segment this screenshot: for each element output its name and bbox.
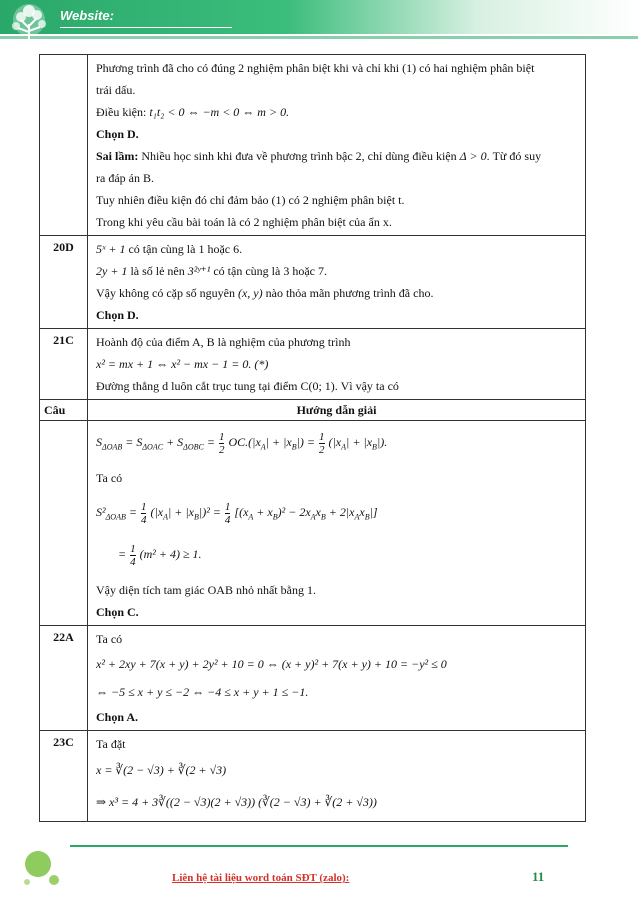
footer-rule [70, 845, 568, 847]
math-part: | + |x [167, 505, 195, 519]
question-number-cell: 23C [40, 731, 88, 822]
math-part: + 2|x [325, 505, 355, 519]
text-line: trái dấu. [96, 83, 136, 97]
denominator: 4 [130, 555, 136, 568]
answer-label: Chọn A. [96, 710, 139, 724]
text-line: Vậy diện tích tam giác OAB nhỏ nhất bằng 1. [96, 583, 316, 597]
table-row [40, 329, 586, 400]
math-part: [(x [234, 505, 249, 519]
text-line [96, 238, 577, 260]
math-formula: x² + 2xy + 7(x + y) + 2y² + 10 = 0 ⇔ (x + y)² + 7(x + y) + 10 = −y² ≤ 0 [96, 657, 447, 671]
math-part: | + |x [265, 435, 292, 449]
math-part: |)² = [198, 505, 221, 519]
table-row [40, 421, 586, 626]
text-span: là số lẻ nên [130, 264, 185, 278]
math-part: |). [376, 435, 388, 449]
table-row [40, 55, 586, 236]
math-part: x [315, 505, 321, 519]
page-number: 11 [532, 869, 545, 884]
math-sub: A [341, 442, 347, 452]
math-formula: Δ > 0 [459, 149, 487, 163]
question-number-cell: 22A [40, 626, 88, 731]
math-formula: 2y + 1 [96, 264, 128, 278]
math-sub: ΔOAC [142, 442, 164, 452]
denominator: 2 [319, 443, 325, 456]
numerator: 1 [130, 542, 136, 555]
math-formula: ⇔ −5 ≤ x + y ≤ −2 ⇔ −4 ≤ x + y + 1 ≤ −1. [96, 685, 309, 699]
math-part: + x [253, 505, 273, 519]
text-line: Trong khi yêu cầu bài toán là có 2 nghiệm phân biệt của ẩn x. [96, 215, 392, 229]
question-number-cell [40, 421, 88, 626]
text-line [96, 260, 577, 282]
solution-cell [88, 626, 586, 731]
math-part: OC.(|x [228, 435, 261, 449]
solution-cell [88, 731, 586, 822]
math-part: |] [369, 505, 378, 519]
math-sub: ΔOBC [183, 442, 204, 452]
text-span: . Từ đó suy [486, 149, 542, 163]
math-part: = [206, 435, 215, 449]
math-part: (|x [328, 435, 342, 449]
numerator: 1 [224, 500, 231, 513]
text-line: Phương trình đã cho có đúng 2 nghiệm phân biệt khi và chỉ khi (1) có hai nghiệm phân biệt [96, 61, 535, 75]
math-formula [96, 423, 577, 461]
table-row [40, 731, 586, 822]
math-sub: ΔOAB [105, 512, 126, 522]
math-formula [96, 535, 577, 573]
website-underline [60, 27, 232, 28]
math-part: + S [166, 435, 184, 449]
solution-cell [88, 421, 586, 626]
text-span: Vậy không có cặp số nguyên [96, 286, 235, 300]
question-number-cell: 20D [40, 236, 88, 329]
math-sub: A [248, 512, 254, 522]
math-sub: B [194, 512, 199, 522]
header-question: Câu [40, 400, 88, 421]
header-solution: Hướng dẫn giải [88, 400, 586, 421]
fraction [219, 431, 225, 456]
numerator: 1 [218, 430, 225, 443]
text-line [96, 101, 577, 123]
math-sub: B [320, 512, 326, 522]
table-row [40, 236, 586, 329]
math-part: (m² + 4) ≥ 1. [139, 547, 202, 561]
text-span: nào thỏa mãn phương trình đã cho. [265, 286, 434, 300]
text-line: Ta có [96, 632, 123, 646]
math-sub: A [260, 442, 266, 452]
solution-cell [88, 236, 586, 329]
math-formula: 5ˣ + 1 [96, 242, 126, 256]
math-part: |) = [296, 435, 315, 449]
math-formula: 3²ʸ⁺¹ [187, 264, 211, 278]
math-formula: x² = mx + 1 ⇔ x² − mx − 1 = 0. (*) [96, 357, 269, 371]
math-formula: t₁t₂ < 0 ⇔ −m < 0 ⇔ m > 0. [149, 105, 290, 119]
page-header [0, 0, 638, 48]
tree-logo-icon [4, 2, 54, 44]
numerator: 1 [319, 430, 325, 443]
fraction [319, 431, 325, 456]
website-label: Website: [60, 8, 114, 23]
numerator: 1 [140, 500, 147, 513]
question-number-cell: 21C [40, 329, 88, 400]
fraction [130, 543, 136, 568]
math-part: = [118, 547, 127, 561]
solution-cell [88, 329, 586, 400]
text-span: có tận cùng là 3 hoặc 7. [213, 264, 327, 278]
text-span: Điều kiện: [96, 105, 147, 119]
math-sub: B [291, 442, 297, 452]
math-sub: A [163, 512, 168, 522]
text-line: Tuy nhiên điều kiện đó chỉ đảm bảo (1) có 2 nghiệm phân biệt t. [96, 193, 405, 207]
solutions-table [39, 54, 586, 822]
text-line: Hoành độ của điểm A, B là nghiệm của phương trình [96, 335, 351, 349]
fraction [225, 501, 231, 526]
mistake-label: Sai lầm: [96, 149, 139, 163]
math-sub: A [310, 512, 316, 522]
decorative-circles-icon [18, 842, 78, 892]
math-sub: ΔOAB [102, 442, 123, 452]
math-part: = [128, 505, 137, 519]
text-span: có tận cùng là 1 hoặc 6. [128, 242, 243, 256]
text-span: Nhiều học sinh khi đưa về phương trình bậc 2, chỉ dùng điều kiện [141, 149, 457, 163]
math-formula: ⇒ x³ = 4 + 3∛((2 − √3)(2 + √3)) (∛(2 − √3) + ∛(2 + √3)) [96, 795, 377, 809]
footer-contact: Liên hệ tài liệu word toán SĐT (zalo): [172, 872, 350, 884]
math-sub: B [364, 512, 370, 522]
question-number-cell [40, 55, 88, 236]
table-header-row [40, 400, 586, 421]
math-part: = S [125, 435, 143, 449]
math-part: (|x [150, 505, 164, 519]
math-part: x [359, 505, 365, 519]
answer-label: Chọn D. [96, 308, 139, 322]
math-part: )² − 2x [277, 505, 311, 519]
text-line: ra đáp án B. [96, 171, 154, 185]
math-sub: B [272, 512, 278, 522]
text-line [96, 282, 577, 304]
table-row [40, 626, 586, 731]
text-line: Đường thẳng d luôn cắt trục tung tại điểm C(0; 1). Vì vậy ta có [96, 379, 399, 393]
answer-label: Chọn D. [96, 127, 139, 141]
math-formula: (x, y) [237, 286, 263, 300]
math-part: S [96, 435, 102, 449]
text-line: Ta có [96, 471, 123, 485]
denominator: 2 [218, 443, 225, 456]
answer-label: Chọn C. [96, 605, 139, 619]
denominator: 4 [140, 513, 147, 526]
math-part: S² [96, 505, 106, 519]
math-formula: x = ∛(2 − √3) + ∛(2 + √3) [96, 763, 227, 777]
text-line [96, 145, 577, 167]
fraction [141, 501, 147, 526]
math-formula [96, 493, 577, 531]
math-sub: A [354, 512, 360, 522]
math-sub: B [372, 442, 377, 452]
denominator: 4 [224, 513, 231, 526]
math-part: | + |x [346, 435, 373, 449]
solution-cell [88, 55, 586, 236]
text-line: Ta đặt [96, 737, 126, 751]
header-rule [0, 36, 638, 39]
